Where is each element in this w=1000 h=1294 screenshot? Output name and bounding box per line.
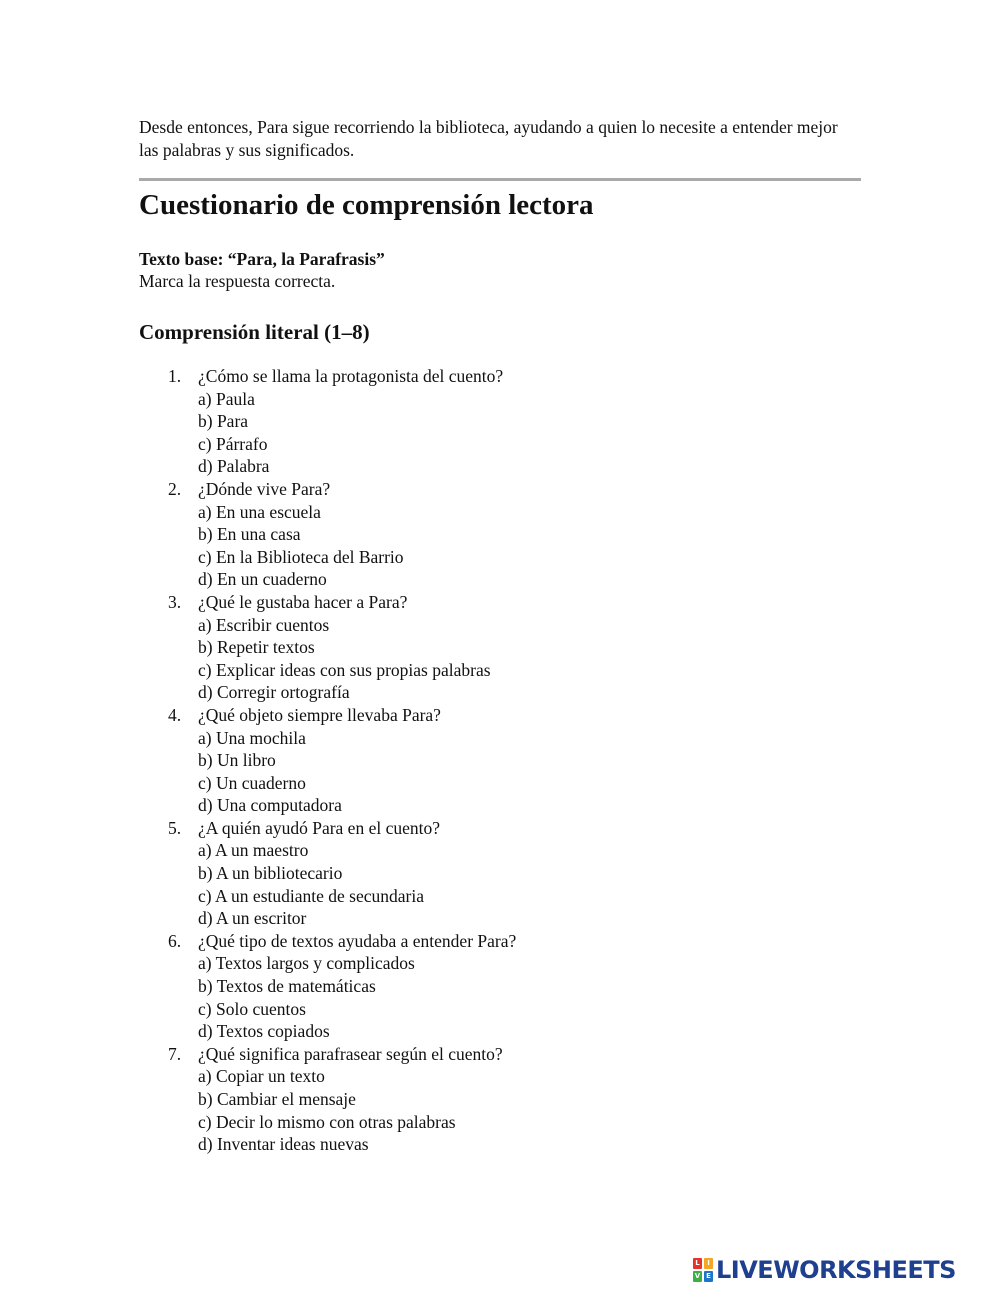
question-number: 5. [168,817,182,838]
answer-option[interactable]: c) Explicar ideas con sus propias palabras [198,659,491,680]
answer-option[interactable]: a) Paula [198,388,255,409]
question-text: ¿Qué significa parafrasear según el cuento? [198,1043,503,1064]
answer-option[interactable]: a) Textos largos y complicados [198,953,415,974]
answer-option[interactable]: a) Una mochila [198,727,306,748]
question-number: 3. [168,591,182,612]
question-item [139,704,861,817]
question-item [139,1043,861,1156]
answer-option[interactable]: b) Un libro [198,750,276,771]
answer-option[interactable]: d) En un cuaderno [198,569,327,590]
answer-option[interactable]: d) Palabra [198,456,270,477]
instruction-text: Marca la respuesta correcta. [139,271,336,291]
question-text: ¿Qué tipo de textos ayudaba a entender Para? [198,930,517,951]
question-item [139,817,861,930]
horizontal-divider [139,178,861,181]
question-number: 4. [168,704,182,725]
question-number: 2. [168,478,182,499]
answer-option[interactable]: c) Decir lo mismo con otras palabras [198,1111,456,1132]
answer-option[interactable]: c) Párrafo [198,433,268,454]
question-item [139,930,861,1043]
base-text-block [139,248,861,292]
answer-option[interactable]: d) Corregir ortografía [198,682,350,703]
answer-option[interactable]: a) Copiar un texto [198,1066,325,1087]
question-item [139,365,861,478]
question-text: ¿Dónde vive Para? [198,478,331,499]
intro-paragraph: Desde entonces, Para sigue recorriendo la biblioteca, ayudando a quien lo necesite a entender mejor las palabras y sus significados. [139,117,838,160]
page-title: Cuestionario de comprensión lectora [139,189,594,221]
question-text: ¿Cómo se llama la protagonista del cuento? [198,366,504,386]
answer-option[interactable]: b) En una casa [198,524,301,545]
answer-option[interactable]: d) Una computadora [198,795,342,816]
answer-option[interactable]: c) En la Biblioteca del Barrio [198,546,404,567]
answer-option[interactable]: c) Solo cuentos [198,998,306,1019]
answer-option[interactable]: b) Repetir textos [198,637,315,658]
section-title: Comprensión literal (1–8) [139,320,370,344]
logo-tile-4: E [704,1271,713,1282]
question-list [139,365,861,1156]
answer-option[interactable]: b) Textos de matemáticas [198,976,376,997]
liveworksheets-logo [693,1257,956,1283]
question-number: 6. [168,930,182,951]
logo-text: LIVEWORKSHEETS [716,1256,956,1284]
question-item [139,591,861,704]
question-item [139,478,861,591]
logo-tile-1: L [693,1258,702,1269]
answer-option[interactable]: c) A un estudiante de secundaria [198,885,424,906]
answer-option[interactable]: a) A un maestro [198,840,309,861]
liveworksheets-logo-icon [693,1258,713,1282]
answer-option[interactable]: b) Para [198,411,249,432]
answer-option[interactable]: b) A un bibliotecario [198,863,343,884]
logo-tile-2: I [704,1258,713,1269]
answer-option[interactable]: a) En una escuela [198,501,321,522]
answer-option[interactable]: d) Textos copiados [198,1021,330,1042]
worksheet-page [139,116,861,1156]
question-number: 1. [168,366,182,386]
answer-option[interactable]: d) A un escritor [198,908,307,929]
answer-option[interactable]: c) Un cuaderno [198,772,306,793]
question-number: 7. [168,1043,182,1064]
question-text: ¿Qué objeto siempre llevaba Para? [198,704,441,725]
question-text: ¿A quién ayudó Para en el cuento? [198,817,440,838]
question-text: ¿Qué le gustaba hacer a Para? [198,591,408,612]
base-text-label: Texto base: “Para, la Parafrasis” [139,249,385,269]
answer-option[interactable]: d) Inventar ideas nuevas [198,1134,369,1155]
answer-option[interactable]: a) Escribir cuentos [198,614,330,635]
logo-tile-3: V [694,1272,701,1280]
answer-option[interactable]: b) Cambiar el mensaje [198,1089,356,1109]
